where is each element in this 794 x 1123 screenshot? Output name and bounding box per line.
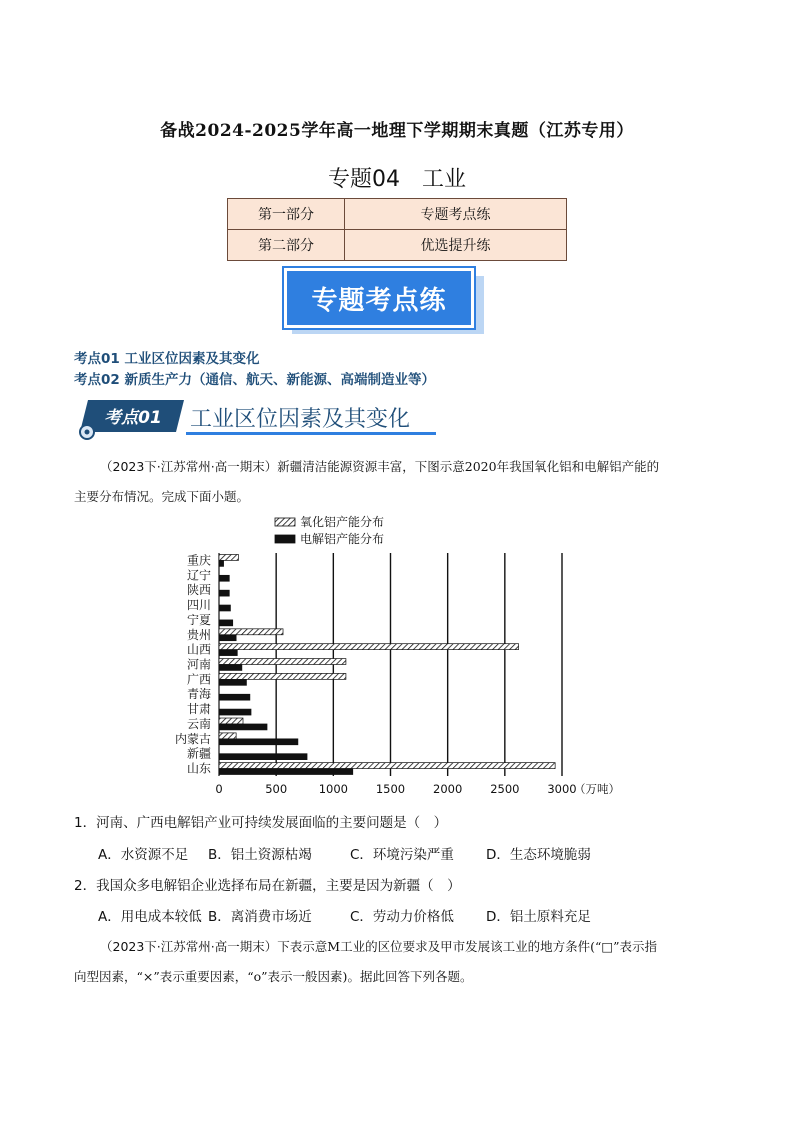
outro-paragraph-cont: 向型因素，“×”表示重要因素，“o”表示一般因素)。据此回答下列各题。 — [74, 969, 473, 984]
question-source: （2023下·江苏常州·高一期末） — [100, 939, 278, 954]
category-label: 青海 — [186, 687, 211, 702]
x-axis-unit: （万吨） — [574, 782, 620, 796]
electrolytic-aluminum-bar — [219, 575, 229, 581]
electrolytic-aluminum-bar — [219, 665, 242, 671]
aluminum-capacity-chart — [160, 512, 630, 804]
part-name: 专题考点练 — [345, 199, 567, 230]
category-label: 山西 — [186, 642, 211, 657]
category-label: 甘肃 — [186, 702, 211, 717]
category-label: 宁夏 — [186, 612, 211, 627]
category-label: 云南 — [186, 716, 211, 731]
alumina-bar — [219, 644, 519, 650]
x-tick-label: 0 — [215, 782, 223, 796]
category-label: 山东 — [186, 761, 211, 776]
table-row — [228, 230, 567, 261]
category-label: 新疆 — [186, 746, 211, 761]
outro-text: 下表示意M工业的区位要求及甲市发展该工业的地方条件(“□”表示指 — [277, 939, 658, 954]
intro-text: 新疆清洁能源资源丰富，下图示意2020年我国氧化铝和电解铝产能的 — [277, 459, 660, 474]
x-tick-label: 2000 — [433, 782, 463, 796]
electrolytic-aluminum-bar — [219, 590, 229, 596]
x-tick-label: 500 — [265, 782, 288, 796]
x-tick-label: 3000 — [547, 782, 577, 796]
alumina-bar — [219, 763, 555, 769]
electrolytic-aluminum-bar — [219, 560, 224, 566]
electrolytic-aluminum-bar — [219, 754, 307, 760]
option-c[interactable]: C．环境污染严重 — [350, 847, 454, 863]
alumina-bar — [219, 733, 236, 739]
category-label: 重庆 — [186, 553, 211, 568]
x-tick-label: 2500 — [490, 782, 520, 796]
intro-paragraph-cont: 主要分布情况。完成下面小题。 — [74, 489, 250, 504]
option-a[interactable]: A．水资源不足 — [98, 847, 189, 863]
category-label: 贵州 — [186, 627, 211, 642]
electrolytic-aluminum-bar — [219, 605, 230, 611]
alumina-bar — [219, 673, 346, 679]
legend-swatch — [275, 535, 295, 543]
section-underline — [186, 432, 436, 435]
alumina-bar — [219, 718, 243, 724]
option-b[interactable]: B．离消费市场近 — [208, 909, 312, 925]
option-b[interactable]: B．铝土资源枯竭 — [208, 847, 312, 863]
electrolytic-aluminum-bar — [219, 769, 353, 775]
option-d[interactable]: D．生态环境脆弱 — [486, 847, 591, 863]
category-label: 四川 — [186, 598, 211, 613]
topic-title: 专题04 工业 — [328, 167, 466, 192]
x-tick-label: 1000 — [318, 782, 348, 796]
toc-item[interactable]: 考点02 新质生产力（通信、航天、新能源、高端制造业等） — [74, 372, 435, 388]
banner-label: 专题考点练 — [311, 286, 447, 316]
legend-label: 电解铝产能分布 — [300, 532, 385, 546]
x-tick-label: 1500 — [375, 782, 406, 796]
electrolytic-aluminum-bar — [219, 679, 246, 685]
badge-label: 考点01 — [104, 408, 162, 428]
electrolytic-aluminum-bar — [219, 650, 237, 656]
alumina-bar — [219, 629, 283, 635]
electrolytic-aluminum-bar — [219, 739, 298, 745]
electrolytic-aluminum-bar — [219, 709, 251, 715]
legend-label: 氧化铝产能分布 — [300, 515, 385, 529]
badge-dot-center — [85, 430, 90, 435]
electrolytic-aluminum-bar — [219, 635, 236, 641]
question-stem: 1．河南、广西电解铝产业可持续发展面临的主要问题是（ ） — [74, 815, 448, 831]
electrolytic-aluminum-bar — [219, 694, 250, 700]
alumina-bar — [219, 659, 346, 665]
part-label: 第一部分 — [228, 199, 345, 230]
section-title: 工业区位因素及其变化 — [190, 407, 411, 432]
question-source: （2023下·江苏常州·高一期末） — [100, 459, 278, 474]
category-label: 辽宁 — [186, 568, 211, 583]
intro-paragraph — [74, 452, 724, 482]
category-label: 河南 — [186, 657, 211, 672]
part-label: 第二部分 — [228, 230, 345, 261]
category-label: 陕西 — [186, 583, 211, 598]
option-c[interactable]: C．劳动力价格低 — [350, 909, 454, 925]
alumina-bar — [219, 554, 238, 560]
table-row — [228, 199, 567, 230]
category-label: 内蒙古 — [174, 731, 211, 746]
question-stem: 2．我国众多电解铝企业选择布局在新疆，主要是因为新疆（ ） — [74, 878, 461, 894]
option-d[interactable]: D．铝土原料充足 — [486, 909, 591, 925]
parts-table — [227, 198, 567, 261]
toc-item[interactable]: 考点01 工业区位因素及其变化 — [74, 351, 260, 367]
part-name: 优选提升练 — [345, 230, 567, 261]
electrolytic-aluminum-bar — [219, 620, 233, 626]
electrolytic-aluminum-bar — [219, 724, 267, 730]
category-label: 广西 — [186, 672, 211, 687]
document-title: 备战2024-2025学年高一地理下学期期末真题（江苏专用） — [160, 121, 634, 141]
section-banner — [284, 268, 484, 338]
option-a[interactable]: A．用电成本较低 — [98, 909, 202, 925]
outro-paragraph — [74, 932, 724, 962]
chart-legend — [275, 514, 384, 546]
legend-swatch — [275, 518, 295, 526]
kaodian-badge — [76, 396, 188, 440]
